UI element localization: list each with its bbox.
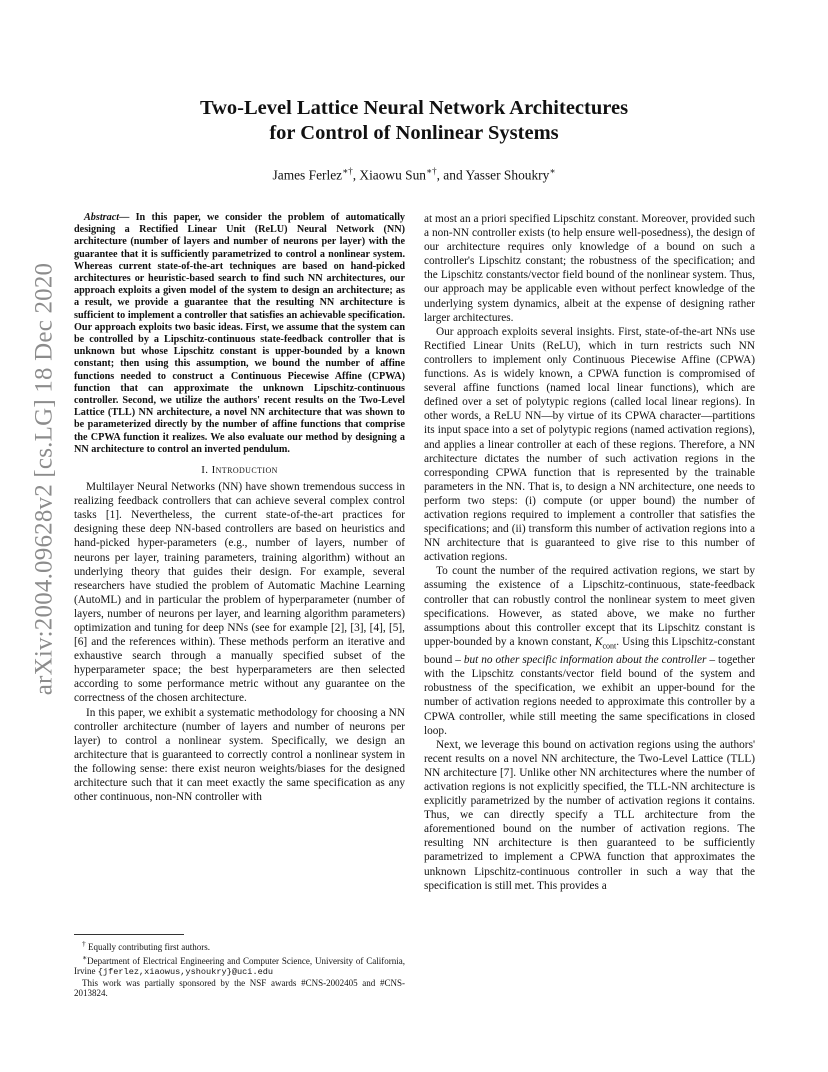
p3-emphasis: – but no other specific information about the controller – <box>455 654 715 667</box>
author-2-mark: ∗† <box>425 166 437 176</box>
section-numeral: I. <box>201 464 212 477</box>
arxiv-stamp-text: arXiv:2004.09628v2 [cs.LG] 18 Dec 2020 <box>30 262 58 696</box>
right-paragraph-4: Next, we leverage this bound on activation regions using the authors' recent results on a novel NN architecture, the Two-Level Lattice (TLL) NN architecture [7]. Unlike other NN architectures where the number of activation regions is not explicitly specified, the TLL-NN architecture is explicitly parametrized by the number of activation regions it contains. Thus, we can directly specify a TLL architecture from the aforementioned bound on the number of activation regions. The resulting NN architecture is then guaranteed to be sufficiently parametrized to implement a CPWA function that approximates the unknown Lipschitz-continuous controller in such a way that the specification is still met. This provides a <box>424 738 755 892</box>
p3-text-after: together with the Lipschitz constants/vector field bound of the system and robustness of the specification, we exhibit an upper-bound for the number of activation regions needed to approximate this controller by a CPWA controller, while still meeting the same specifications in closed loop. <box>424 654 755 737</box>
footnotes <box>74 934 405 999</box>
footnote-2-email: {jferlez,xiaowus,yshoukry}@uci.edu <box>97 967 274 978</box>
section-name: Introduction <box>211 464 278 477</box>
footnote-2-mark: ∗ <box>82 952 88 962</box>
right-paragraph-1: at most an a priori specified Lipschitz constant. Moreover, provided such a non-NN controller exists (to help ensure well-posedness), the design of our architecture requires only knowledge of a bound on such a controller's Lipschitz constant; the robustness of the specification; and the Lipschitz constants/vector field bound of the nonlinear system. Thus, our approach may be applicable even without perfect knowledge of the underlying system dynamics, albeit at the expense of designing rather larger architectures. <box>424 213 755 324</box>
author-list <box>74 166 754 183</box>
p3-text-before: To count the number of the required activation regions, we start by assuming the existence of a Lipschitz-continuous, state-feedback controller that can robustly control the nonlinear system to meet given specifications. However, as stated above, we make no further assumptions about this controller except that its Lipschitz constant is upper-bounded by a known constant, <box>424 565 755 648</box>
intro-paragraph-2: In this paper, we exhibit a systematic methodology for choosing a NN controller architecture (number of layers and number of neurons per layer) to control a nonlinear system. Specifically, we design an architecture that is guaranteed to correctly control a nonlinear system in the following sense: there exist neuron weights/biases for the designed architecture such that it can meet exactly the same specification as any other continuous, non-NN controller with <box>74 706 405 804</box>
abstract <box>74 212 405 456</box>
abstract-dash: — <box>119 212 136 223</box>
left-column <box>74 212 405 804</box>
author-3: , and Yasser Shoukry <box>436 167 550 183</box>
paper-title <box>74 96 754 146</box>
title-line-2: for Control of Nonlinear Systems <box>269 122 559 144</box>
k-subscript: cont <box>602 641 617 651</box>
right-paragraph-2: Our approach exploits several insights. First, state-of-the-art NNs use Rectified Linear Units (ReLU), which in turn restricts such NN controllers to implement only Continuous Piecewise Affine (CPWA) functions. As is widely known, a CPWA function is compromised of several affine functions (named local linear functions), which are defined over a set of polytypic regions (called local linear regions). In other words, a ReLU NN—by virtue of its CPWA character—partitions its input space into a set of polytypic regions (named activation regions), and applies a linear controller at each of these regions. Therefore, a NN architecture dictates the number of such activation regions in the corresponding CPWA function that is represented by the trainable parameters in the NN. That is, to design a NN architecture, one needs to perform two steps: (i) compute (or upper bound) the number of activation regions required to implement a controller that satisfies the specifications; and (ii) transform this number of activation regions into a NN architecture that is guaranteed to give rise to this number of activation regions. <box>424 325 755 564</box>
footnote-rule <box>74 934 184 935</box>
p3-text-mid: . Using this Lipschitz-constant bound <box>424 635 755 667</box>
intro-paragraph-1: Multilayer Neural Networks (NN) have shown tremendous success in realizing feedback controllers that can achieve several complex control tasks [1]. Nevertheless, the current state-of-the-art practices for designing these deep NN-based controllers are based on heuristics and hand-picked hyper-parameters (e.g., number of layers, number of neurons per layer, training parameters, training algorithm) without an underlying theory that guides their design. For example, several researchers have studied the problem of Automatic Machine Learning (AutoML) and in particular the problem of hyperparameter (number of layers, number of neurons per layer, and learning algorithm parameters) optimization and tuning for deep NNs (see for example [2], [3], [4], [5], [6] and the references within). These methods perform an iterative and exhaustive search through a manually specified subset of the hyperparameter space; the best hyperparameters are then selected according to some performance metric without any guarantee on the correctness of the chosen architecture. <box>74 481 405 705</box>
abstract-text: In this paper, we consider the problem of automatically designing a Rectified Linear Unit (ReLU) Neural Network (NN) architecture (number of layers and number of neurons per layer) with the guarantee that it is sufficiently parametrized to control a nonlinear system. Whereas current state-of-the-art techniques are based on hand-picked architectures or heuristic-based search to find such NN architectures, our approach exploits a given model of the system to design an architecture; as a result, we provide a guarantee that the resulting NN architecture is sufficient to implement a controller that satisfies an achievable specification. Our approach exploits two basic ideas. First, we assume that the system can be controlled by a Lipschitz-continuous state-feedback controller that is unknown but whose Lipschitz constant is upper-bounded by a known constant; then using this assumption, we bound the number of affine functions needed to construct a Continuous Piecewise Affine (CPWA) function that can approximate the unknown Lipschitz-continuous controller. Second, we utilize the authors' recent results on the Two-Level Lattice (TLL) NN architecture, a novel NN architecture that was shown to be parameterized directly by the number of affine functions that comprise the CPWA function it realizes. We also evaluate our method by designing a NN architecture to control an inverted pendulum. <box>74 212 406 455</box>
footnote-2-text: Department of Electrical Engineering and Computer Science, University of California, Irvine <box>74 955 405 977</box>
footnote-2 <box>74 953 405 978</box>
arxiv-stamp <box>22 262 66 696</box>
footnote-1-mark: † <box>82 939 86 948</box>
footnote-3: This work was partially sponsored by the NSF awards #CNS-2002405 and #CNS-2013824. <box>74 977 405 999</box>
title-line-1: Two-Level Lattice Neural Network Architectures <box>199 97 629 119</box>
author-3-mark: ∗ <box>549 166 556 176</box>
author-1-mark: ∗† <box>342 166 353 176</box>
footnote-1-text: Equally contributing first authors. <box>85 942 210 952</box>
right-column <box>424 212 755 893</box>
k-symbol: K <box>594 635 603 648</box>
author-1: James Ferlez <box>272 167 343 183</box>
section-heading-introduction <box>74 464 405 476</box>
right-paragraph-3 <box>424 564 755 737</box>
author-2: , Xiaowu Sun <box>352 167 426 183</box>
footnote-1 <box>74 939 405 953</box>
k-cont-symbol <box>594 635 617 651</box>
abstract-label: Abstract <box>84 212 120 223</box>
